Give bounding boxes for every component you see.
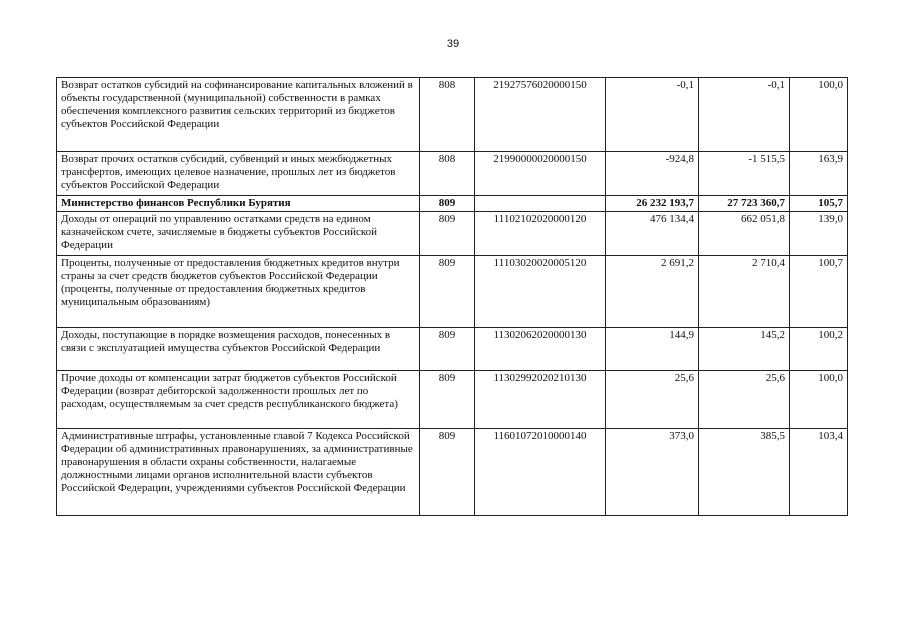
budget-revenue-table: [56, 77, 848, 516]
table-row: [57, 152, 848, 196]
row-plan-value-cell: 2 691,2: [606, 256, 699, 328]
row-actual-value-cell: 27 723 360,7: [699, 196, 790, 212]
table-row: [57, 212, 848, 256]
row-percent-cell: 139,0: [790, 212, 848, 256]
table-row: [57, 371, 848, 429]
row-classification-code-cell: 11302992020210130: [475, 371, 606, 429]
row-name-cell: Доходы от операций по управлению остатками средств на едином казначейском счете, зачисляемые в бюджеты субъектов Российской Федерации: [57, 212, 420, 256]
row-plan-value-cell: 25,6: [606, 371, 699, 429]
row-name-cell: Проценты, полученные от предоставления бюджетных кредитов внутри страны за счет средств бюджетов субъектов Российской Федерации (проценты, полученные от предоставления бюджетных кредитов муниципальным образованиям): [57, 256, 420, 328]
row-plan-value-cell: 144,9: [606, 328, 699, 371]
row-actual-value-cell: -1 515,5: [699, 152, 790, 196]
table-body: [57, 78, 848, 516]
row-classification-code-cell: 21927576020000150: [475, 78, 606, 152]
row-name-cell: Возврат остатков субсидий на софинансирование капитальных вложений в объекты государственной (муниципальной) собственности в рамках обеспечения комплексного развития сельских территорий из бюджетов субъектов Российской Федерации: [57, 78, 420, 152]
row-classification-code-cell: 21990000020000150: [475, 152, 606, 196]
row-actual-value-cell: 25,6: [699, 371, 790, 429]
row-plan-value-cell: 373,0: [606, 429, 699, 516]
row-classification-code-cell: 11601072010000140: [475, 429, 606, 516]
table-row: [57, 256, 848, 328]
row-admin-code-cell: 808: [420, 152, 475, 196]
row-admin-code-cell: 809: [420, 196, 475, 212]
row-name-cell: Доходы, поступающие в порядке возмещения расходов, понесенных в связи с эксплуатацией имущества субъектов Российской Федерации: [57, 328, 420, 371]
row-admin-code-cell: 809: [420, 256, 475, 328]
row-percent-cell: 105,7: [790, 196, 848, 212]
row-actual-value-cell: -0,1: [699, 78, 790, 152]
row-admin-code-cell: 808: [420, 78, 475, 152]
row-name-cell: Административные штрафы, установленные главой 7 Кодекса Российской Федерации об административных правонарушениях, за административные правонарушения в области охраны собственности, налагаемые должностными лицами органов исполнительной власти субъектов Российской Федерации, учреждениями субъектов Российской Федерации: [57, 429, 420, 516]
row-actual-value-cell: 2 710,4: [699, 256, 790, 328]
row-percent-cell: 103,4: [790, 429, 848, 516]
row-admin-code-cell: 809: [420, 212, 475, 256]
row-actual-value-cell: 145,2: [699, 328, 790, 371]
row-admin-code-cell: 809: [420, 371, 475, 429]
row-admin-code-cell: 809: [420, 429, 475, 516]
row-actual-value-cell: 385,5: [699, 429, 790, 516]
row-admin-code-cell: 809: [420, 328, 475, 371]
row-classification-code-cell: 11103020020005120: [475, 256, 606, 328]
table-row: [57, 328, 848, 371]
row-plan-value-cell: 476 134,4: [606, 212, 699, 256]
row-name-cell: Возврат прочих остатков субсидий, субвенций и иных межбюджетных трансфертов, имеющих целевое назначение, прошлых лет из бюджетов субъектов Российской Федерации: [57, 152, 420, 196]
table-row: [57, 78, 848, 152]
row-classification-code-cell: 11302062020000130: [475, 328, 606, 371]
row-percent-cell: 100,2: [790, 328, 848, 371]
row-name-cell: Прочие доходы от компенсации затрат бюджетов субъектов Российской Федерации (возврат дебиторской задолженности прошлых лет по расходам, осуществляемым за счет средств республиканского бюджета): [57, 371, 420, 429]
row-percent-cell: 100,0: [790, 371, 848, 429]
table-row: [57, 429, 848, 516]
page-number: 39: [446, 38, 460, 50]
row-plan-value-cell: -0,1: [606, 78, 699, 152]
row-percent-cell: 100,7: [790, 256, 848, 328]
row-plan-value-cell: -924,8: [606, 152, 699, 196]
table-row-ministry-total: [57, 196, 848, 212]
row-classification-code-cell: 11102102020000120: [475, 212, 606, 256]
row-name-cell: Министерство финансов Республики Бурятия: [57, 196, 420, 212]
row-classification-code-cell: [475, 196, 606, 212]
row-plan-value-cell: 26 232 193,7: [606, 196, 699, 212]
row-actual-value-cell: 662 051,8: [699, 212, 790, 256]
row-percent-cell: 100,0: [790, 78, 848, 152]
row-percent-cell: 163,9: [790, 152, 848, 196]
